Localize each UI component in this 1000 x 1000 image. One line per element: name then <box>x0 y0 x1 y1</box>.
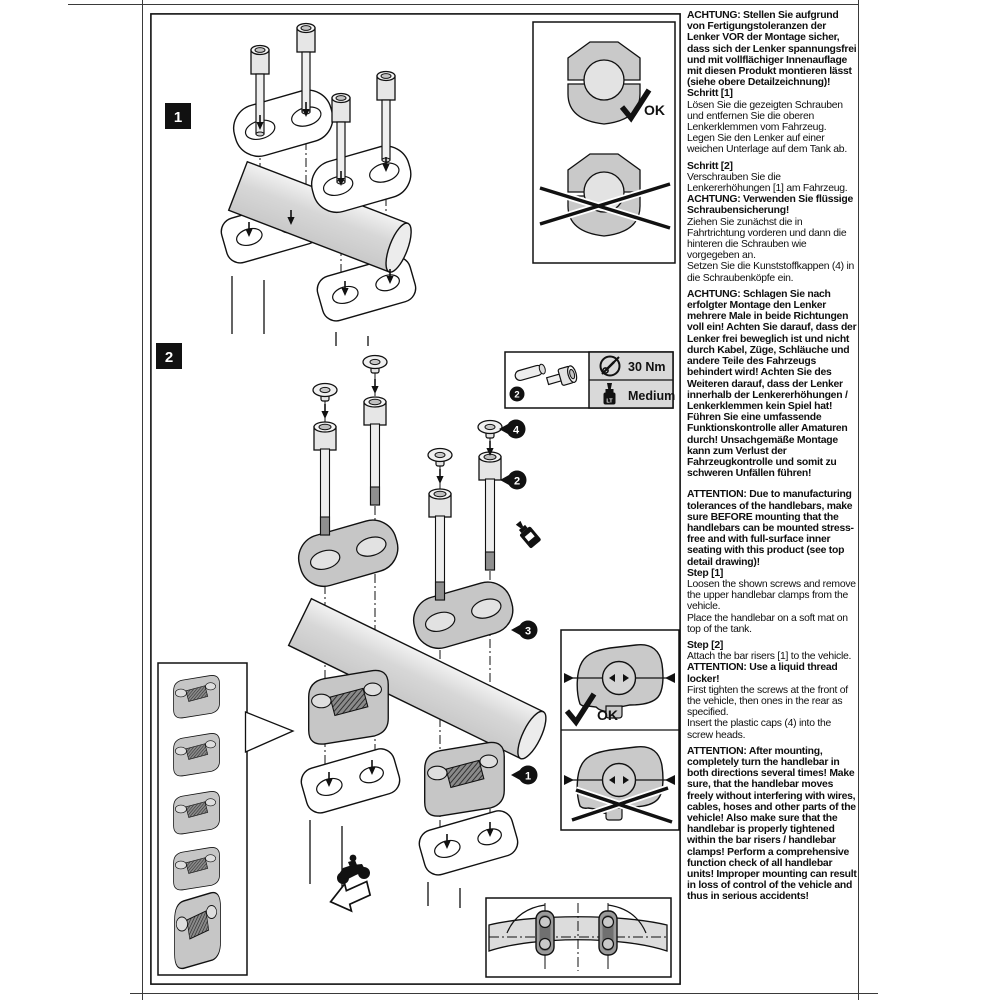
en-step2-body: Insert the plastic caps (4) into the screw heads. <box>687 718 832 741</box>
en-step1-body: Loosen the shown screws and remove the upper handlebar clamps from the vehicle. <box>687 578 856 613</box>
en-step1-heading: Step [1] <box>687 567 724 579</box>
torque-value: 30 Nm <box>628 360 666 374</box>
bar-riser-left <box>309 670 389 744</box>
callout-screw-label: 2 <box>513 475 521 488</box>
riser-variant <box>174 733 220 776</box>
en-step2-body: Attach the bar risers [1] to the vehicle. <box>687 651 852 663</box>
de-step2-body: Verschrauben Sie die Lenkererhöhungen [1] am Fahrzeug. <box>687 171 848 195</box>
en-warning-post: ATTENTION: After mounting, completely turn the handlebar in both directions several times! Make sure, that the handlebar moves freely without interfering with wires, cables, hoses and other parts of the vehicle! Also make sure that the handlebar is properly tightened within the bar risers / handlebar clamps! Perform a comprehensive function check of all handlebar units! Improper mounting can result in loss of control of the vehicle and thus in serious accidents! <box>687 745 857 903</box>
page-rule-left <box>142 0 143 1000</box>
page-rule-right <box>858 0 859 1000</box>
spec-box <box>505 352 675 408</box>
alignment-boxes <box>561 630 679 830</box>
riser-variant <box>174 675 220 718</box>
riser-variant <box>174 791 220 834</box>
instructions-german <box>687 10 858 479</box>
clamp-unit-left <box>536 911 554 955</box>
callout-upper-clamp-label: 3 <box>524 625 532 638</box>
de-step2-heading: Schritt [2] <box>687 160 733 172</box>
handlebar-top-view-box <box>486 898 671 977</box>
instructions-english <box>687 489 858 902</box>
bottle-label: LT <box>606 398 613 405</box>
riser-variant-tall <box>175 893 221 969</box>
en-warning-pre: ATTENTION: Due to manufacturing tolerances of the handlebars, make sure BEFORE mounting that the handlebars can be mounted stress-free and with full-surface inner seating with this product (see top detail drawing)! <box>687 489 854 568</box>
instructions-column <box>687 10 858 903</box>
page-rule-top <box>68 4 858 5</box>
detail-ok-label: OK <box>644 102 665 118</box>
de-step1 <box>687 88 858 155</box>
seating-detail-box <box>533 22 675 263</box>
de-step2 <box>687 161 858 284</box>
de-step1-body: Lösen Sie die gezeigten Schrauben und entfernen Sie die oberen Lenkerklemmen vom Fahrzeug. <box>687 99 843 134</box>
en-step1 <box>687 568 858 635</box>
step-2-badge-label: 2 <box>164 349 174 366</box>
riser-variant <box>174 847 220 890</box>
threadlocker-grade: Medium <box>628 389 676 403</box>
en-step2-warning: ATTENTION: Use a liquid thread locker! <box>687 662 838 685</box>
en-step1-body: Place the handlebar on a soft mat on top of the tank. <box>687 612 848 635</box>
clamp-unit-right <box>599 911 617 955</box>
step-1-badge-label: 1 <box>173 109 183 126</box>
de-step2-warning: ACHTUNG: Verwenden Sie flüssige Schraubensicherung! <box>687 194 854 217</box>
bar-riser-right <box>425 742 505 816</box>
callout-cap-label: 4 <box>512 424 520 437</box>
en-step2-heading: Step [2] <box>687 639 724 651</box>
de-warning-post: ACHTUNG: Schlagen Sie nach erfolgter Montage den Lenker mehrere Male in beide Richtungen voll ein! Achten Sie darauf, dass der Lenker frei beweglich ist und nicht durch Kabel, Züge, Schläuche und andere Teile des Fahrzeugs behindert wird! Achten Sie des Weiteren darauf, dass der Lenker innerhalb der Lenkererhöhungen / Lenkerklemmen kein Spiel hat! Führen Sie eine umfassende Funktionskontrolle aller Amaturen durch! Unsachgemäße Montage kann zum Verlust der Fahrzeugkontrolle und somit zu schweren Unfällen führen! <box>687 288 857 480</box>
de-step1-heading: Schritt [1] <box>687 88 733 100</box>
diagram-panel <box>150 13 681 985</box>
spec-part-badge-label: 2 <box>514 389 520 401</box>
de-step2-body: Ziehen Sie zunächst die in Fahrtrichtung vorderen und dann die hinteren die Schrauben wie vorgegeben an. <box>687 216 847 262</box>
de-warning-pre: ACHTUNG: Stellen Sie aufgrund von Fertigungstoleranzen der Lenker VOR der Montage sicher, dass sich der Lenker spannungsfrei und mit vollflächiger Innenauflage mit diesen Produkt montieren lässt (siehe obere Detailzeichnung)! <box>687 10 857 89</box>
de-step2-body: Setzen Sie die Kunststoffkappen (4) in die Schraubenköpfe ein. <box>687 261 855 284</box>
de-step1-body: Legen Sie den Lenker auf einer weichen Unterlage auf dem Tank ab. <box>687 133 847 156</box>
callout-riser-label: 1 <box>524 770 532 783</box>
en-step2 <box>687 640 858 741</box>
alignment-ok-label: OK <box>597 707 618 723</box>
page-rule-bottom <box>130 993 878 994</box>
en-step2-body: First tighten the screws at the front of the vehicle, then ones in the rear as specified. <box>687 684 848 719</box>
